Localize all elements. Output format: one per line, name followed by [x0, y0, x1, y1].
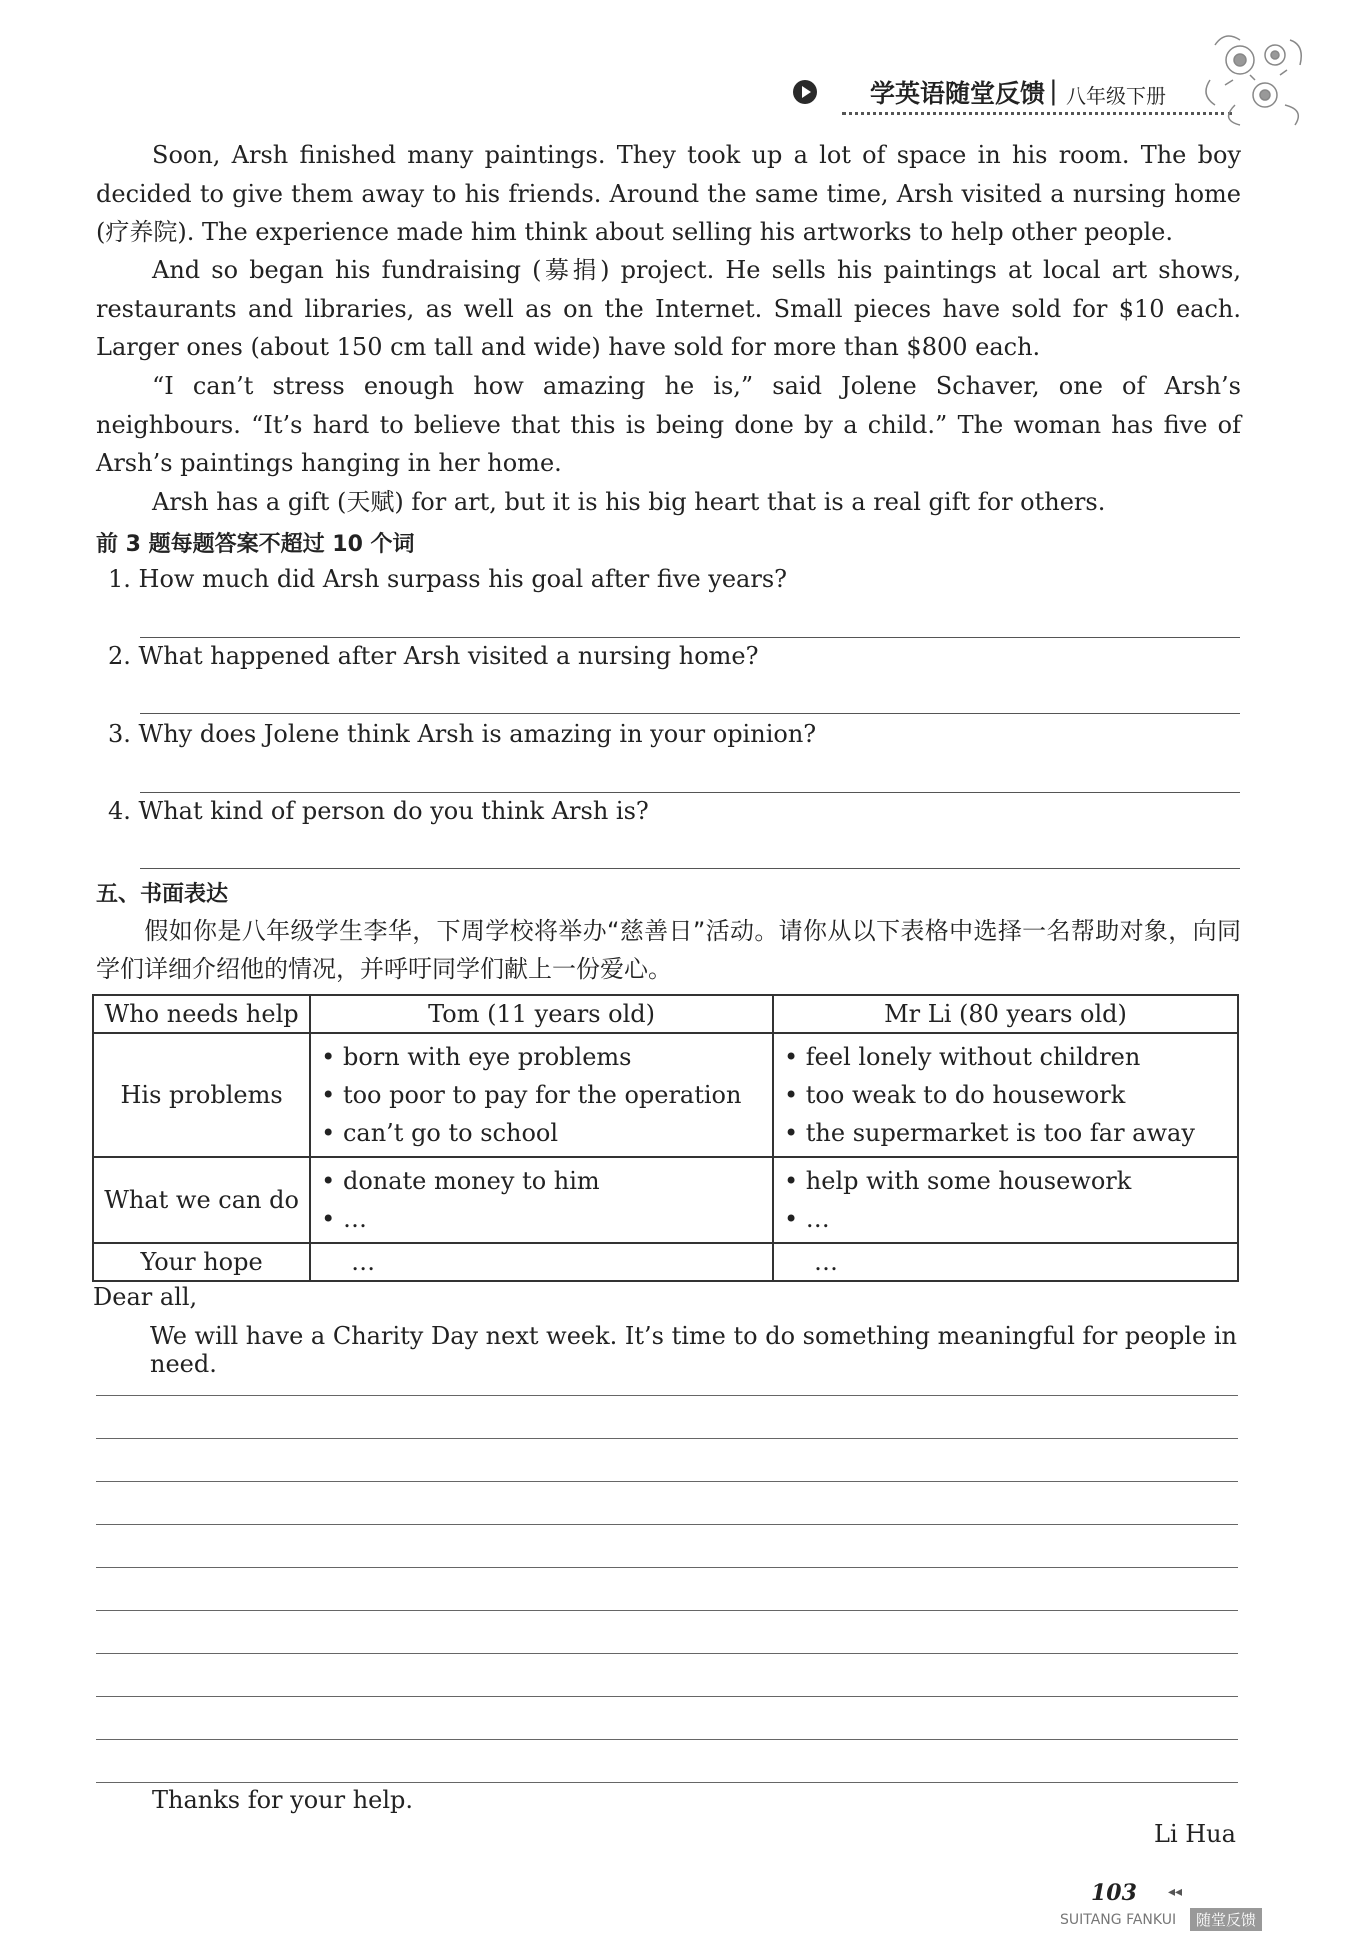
table-row-your-hope — [93, 1243, 1238, 1281]
letter-closing: Thanks for your help. — [152, 1786, 414, 1814]
table-cell — [773, 1033, 1238, 1157]
table-header-row — [93, 995, 1238, 1033]
question-1: 1. How much did Arsh surpass his goal after five years? — [108, 565, 788, 593]
row-label: What we can do — [93, 1157, 310, 1243]
flower-decoration-icon — [1195, 25, 1325, 135]
writing-line[interactable] — [96, 1782, 1238, 1783]
grade-label: 八年级下册 — [1066, 84, 1166, 108]
list-item: • … — [784, 1200, 1227, 1238]
writing-line[interactable] — [96, 1395, 1238, 1396]
question-2: 2. What happened after Arsh visited a nursing home? — [108, 642, 759, 670]
question-4: 4. What kind of person do you think Arsh is? — [108, 797, 649, 825]
table-cell — [310, 1033, 773, 1157]
list-item: • feel lonely without children — [784, 1038, 1227, 1076]
writing-line[interactable] — [96, 1438, 1238, 1439]
writing-line[interactable] — [96, 1524, 1238, 1525]
passage-paragraph-2: And so began his fundraising (募捐) project. He sells his paintings at local art shows, restaurants and libraries, as well as on the Internet. Small pieces have sold for $10 each. Larger ones (about 150 cm tall and wide) have sold for more than $800 each. — [96, 256, 1241, 361]
play-icon — [793, 80, 817, 104]
book-title: 学英语随堂反馈 — [870, 79, 1046, 108]
list-item: • can’t go to school — [321, 1114, 762, 1152]
passage-paragraph-4: Arsh has a gift (天赋) for art, but it is his big heart that is a real gift for others. — [152, 488, 1106, 516]
table-row-what-we-can-do — [93, 1157, 1238, 1243]
letter-opening: We will have a Charity Day next week. It’s time to do something meaningful for people in need. — [150, 1322, 1237, 1378]
letter-signature: Li Hua — [1154, 1820, 1236, 1848]
table-cell — [773, 1157, 1238, 1243]
row-label: His problems — [93, 1033, 310, 1157]
answer-line-4[interactable] — [140, 868, 1240, 869]
writing-line[interactable] — [96, 1739, 1238, 1740]
footer-badge: 随堂反馈 — [1190, 1908, 1262, 1931]
header-dotted-rule — [842, 112, 1232, 115]
list-item: • donate money to him — [321, 1162, 762, 1200]
writing-line[interactable] — [96, 1653, 1238, 1654]
page-number: 103 — [1091, 1880, 1137, 1906]
answer-line-3[interactable] — [140, 792, 1240, 793]
list-item: • … — [321, 1200, 762, 1238]
questions-heading: 前 3 题每题答案不超过 10 个词 — [96, 532, 415, 557]
footer-label: SUITANG FANKUI — [1060, 1912, 1177, 1928]
list-item: • born with eye problems — [321, 1038, 762, 1076]
list-item: • too poor to pay for the operation — [321, 1076, 762, 1114]
table-cell: … — [310, 1243, 773, 1281]
passage-paragraph-3: “I can’t stress enough how amazing he is,” said Jolene Schaver, one of Arsh’s neighbours. “It’s hard to believe that this is being done by a child.” The woman has five of Arsh’s paintings hanging in her home. — [96, 372, 1241, 477]
table-cell: … — [773, 1243, 1238, 1281]
section-title-writing: 五、书面表达 — [96, 882, 229, 907]
table-header-cell: Mr Li (80 years old) — [773, 995, 1238, 1033]
writing-line[interactable] — [96, 1696, 1238, 1697]
answer-line-2[interactable] — [140, 713, 1240, 714]
list-item: • the supermarket is too far away — [784, 1114, 1227, 1152]
letter-greeting: Dear all, — [93, 1283, 198, 1311]
writing-instructions: 假如你是八年级学生李华，下周学校将举办“慈善日”活动。请你从以下表格中选择一名帮助对象，向同学们详细介绍他的情况，并呼吁同学们献上一份爱心。 — [96, 917, 1241, 983]
writing-line[interactable] — [96, 1481, 1238, 1482]
help-table — [92, 994, 1239, 1282]
question-3: 3. Why does Jolene think Arsh is amazing in your opinion? — [108, 720, 817, 748]
list-item: • too weak to do housework — [784, 1076, 1227, 1114]
list-item: • help with some housework — [784, 1162, 1227, 1200]
writing-line[interactable] — [96, 1567, 1238, 1568]
table-row-problems — [93, 1033, 1238, 1157]
writing-line[interactable] — [96, 1610, 1238, 1611]
arrow-left-icon: ◂◂ — [1168, 1884, 1183, 1900]
answer-line-1[interactable] — [140, 637, 1240, 638]
table-cell — [310, 1157, 773, 1243]
header-separator: | — [1049, 76, 1058, 106]
row-label: Your hope — [93, 1243, 310, 1281]
passage-paragraph-1: Soon, Arsh finished many paintings. They took up a lot of space in his room. The boy decided to give them away to his friends. Around the same time, Arsh visited a nursing home (疗养院). The experience made him think about selling his artworks to help other people. — [96, 141, 1241, 246]
table-header-cell: Tom (11 years old) — [310, 995, 773, 1033]
table-header-cell: Who needs help — [93, 995, 310, 1033]
